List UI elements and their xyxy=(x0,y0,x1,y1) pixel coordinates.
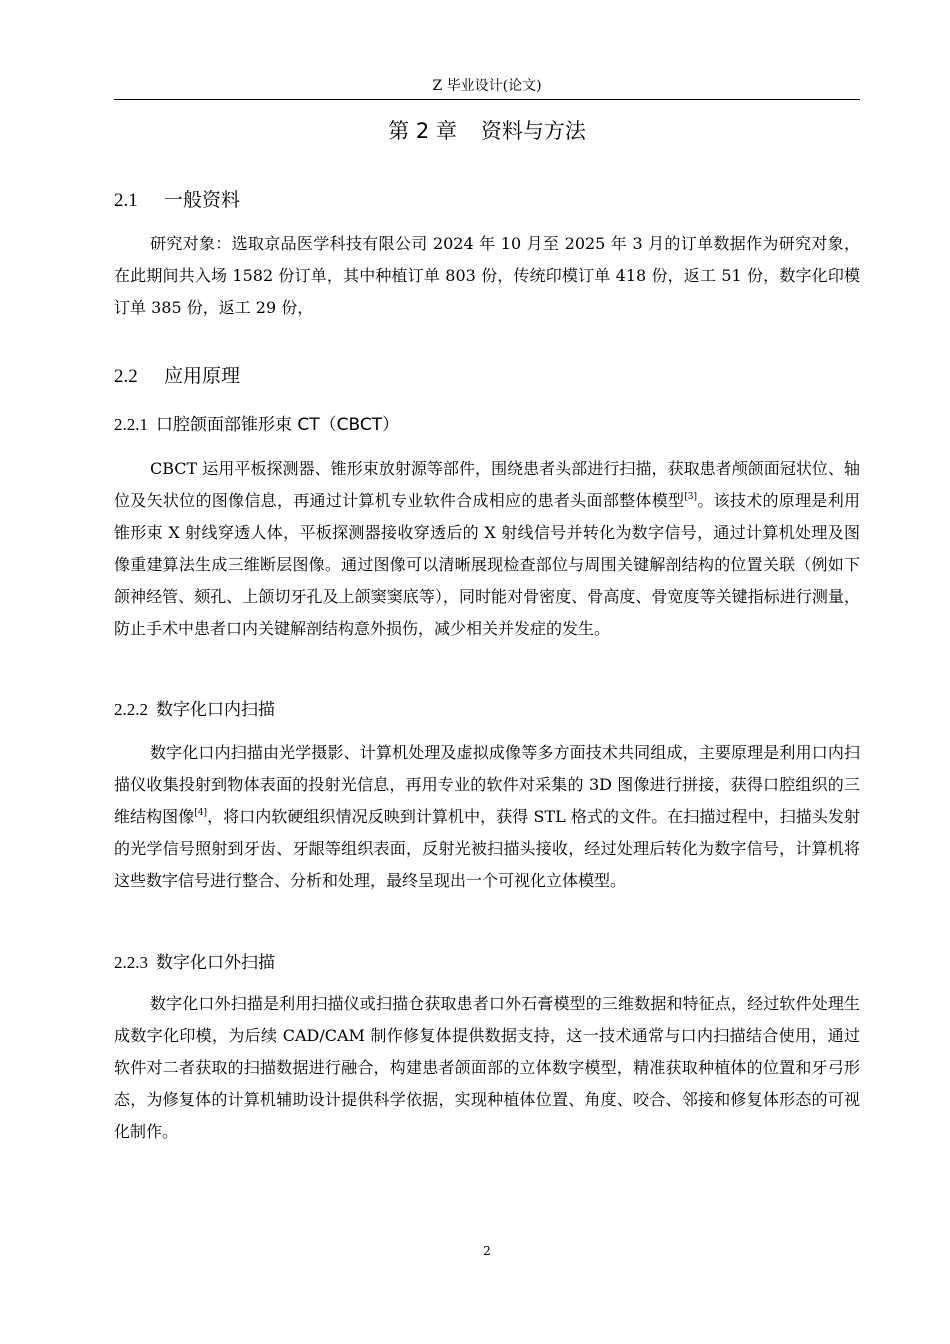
chapter-title xyxy=(114,116,860,146)
section-number: 2.2.3 xyxy=(114,953,148,972)
section-number: 2.2.1 xyxy=(114,415,148,434)
paragraph-text: 。该技术的原理是利用锥形束 X 射线穿透人体，平板探测器接收穿透后的 X 射线信号并转化为数字信号，通过计算机处理及图像重建算法生成三维断层图像。通过图像可以清晰展现检查部位与周围关键解剖结构的位置关联（例如下颌神经管、颏孔、上颌切牙孔及上颌窦窦底等），同时能对骨密度、骨高度、骨宽度等关键指标进行测量，防止手术中患者口内关键解剖结构意外损伤，减少相关并发症的发生。 xyxy=(114,491,860,638)
header-divider xyxy=(114,99,860,100)
citation-ref[interactable]: [3] xyxy=(684,492,698,502)
paragraph-2-2-2 xyxy=(114,737,860,897)
chapter-number: 第 2 章 xyxy=(388,119,457,143)
section-heading-2-2-3 xyxy=(114,950,860,976)
section-title: 一般资料 xyxy=(164,189,241,211)
paragraph-text: ，将口内软硬组织情况反映到计算机中，获得 STL 格式的文件。在扫描过程中，扫描头发射的光学信号照射到牙齿、牙龈等组织表面，反射光被扫描头接收，经过处理后转化为数字信号，计算机将这些数字信号进行整合、分析和处理，最终呈现出一个可视化立体模型。 xyxy=(114,807,860,890)
section-heading-2-2-2 xyxy=(114,697,860,723)
section-number: 2.1 xyxy=(114,190,138,211)
section-title: 数字化口外扫描 xyxy=(156,953,275,973)
paragraph-text: CBCT 运用平板探测器、锥形束放射源等部件，围绕患者头部进行扫描，获取患者颅颌面冠状位、轴位及矢状位的图像信息，再通过计算机专业软件合成相应的患者头面部整体模型 xyxy=(114,459,860,510)
section-number: 2.2.2 xyxy=(114,700,148,719)
paragraph-2-1: 研究对象：选取京品医学科技有限公司 2024 年 10 月至 2025 年 3 月的订单数据作为研究对象，在此期间共入场 1582 份订单，其中种植订单 803 份，传统印模订单 418 份，返工 51 份，数字化印模订单 385 份，返工 29 份， xyxy=(114,234,860,317)
section-title: 数字化口内扫描 xyxy=(156,700,275,720)
chapter-name: 资料与方法 xyxy=(480,119,586,143)
section-heading-2-2-1 xyxy=(114,412,860,438)
section-title: 应用原理 xyxy=(164,365,241,387)
page-number: 2 xyxy=(483,1244,491,1258)
section-title: 口腔颌面部锥形束 CT（CBCT） xyxy=(156,415,400,435)
section-heading-2-2 xyxy=(114,362,860,391)
section-number: 2.2 xyxy=(114,366,138,387)
running-header: Z 毕业设计(论文) xyxy=(432,78,542,94)
paragraph-text: 数字化口内扫描由光学摄影、计算机处理及虚拟成像等多方面技术共同组成，主要原理是利用口内扫描仪收集投射到物体表面的投射光信息，再用专业的软件对采集的 3D 图像进行拼接，获得口腔组织的三维结构图像 xyxy=(114,743,860,826)
paragraph-2-2-1 xyxy=(114,453,860,645)
paragraph-2-2-3: 数字化口外扫描是利用扫描仪或扫描仓获取患者口外石膏模型的三维数据和特征点，经过软件处理生成数字化印模，为后续 CAD/CAM 制作修复体提供数据支持，这一技术通常与口内扫描结合使用，通过软件对二者获取的扫描数据进行融合，构建患者颌面部的立体数字模型，精准获取种植体的位置和牙弓形态，为修复体的计算机辅助设计提供科学依据，实现种植体位置、角度、咬合、邻接和修复体形态的可视化制作。 xyxy=(114,994,860,1141)
section-heading-2-1 xyxy=(114,186,860,215)
citation-ref[interactable]: [4] xyxy=(194,808,208,818)
